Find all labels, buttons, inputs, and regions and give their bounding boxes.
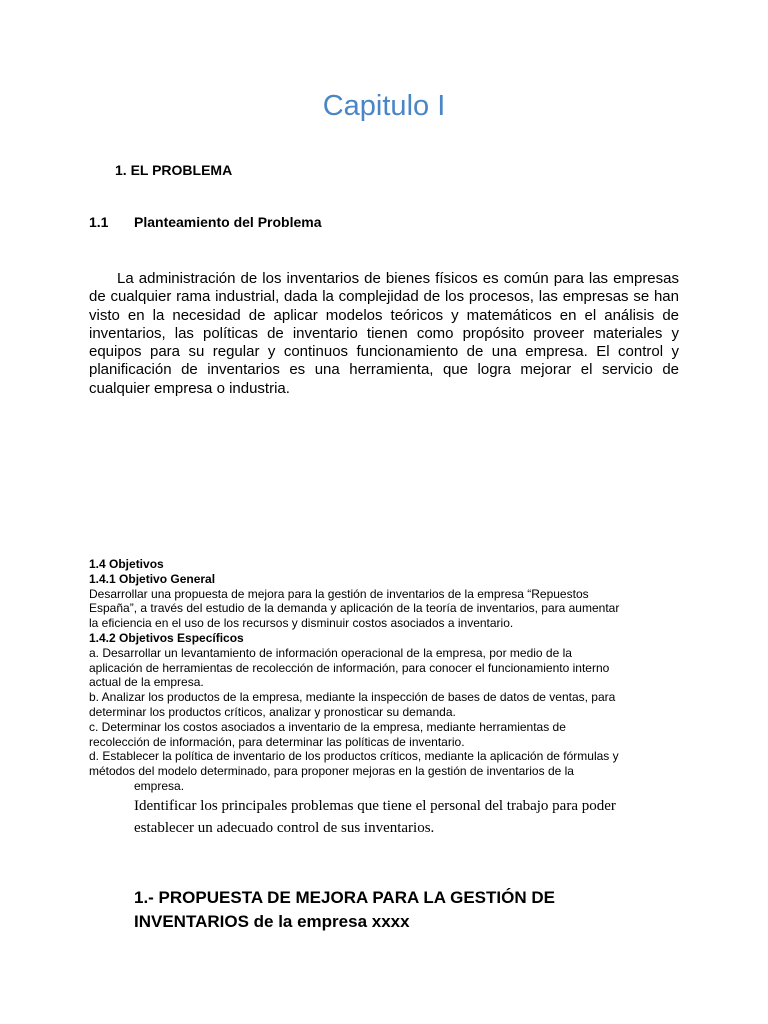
specific-objective-line: determinar los productos críticos, analizar y pronosticar su demanda.	[89, 704, 456, 719]
objectives-heading: 1.4 Objetivos	[89, 557, 164, 571]
proposal-heading: 1.- PROPUESTA DE MEJORA PARA LA GESTIÓN DE INVENTARIOS de la empresa xxxx	[134, 888, 555, 931]
subsection-title: Planteamiento del Problema	[134, 214, 322, 230]
general-objective-line: Desarrollar una propuesta de mejora para la gestión de inventarios de la empresa “Repuestos	[89, 586, 589, 601]
specific-objective-line: d. Establecer la política de inventario de los productos críticos, mediante la aplicación de fórmulas y	[89, 749, 619, 764]
specific-objectives-heading: 1.4.2 Objetivos Específicos	[89, 630, 244, 645]
specific-objective-line: aplicación de herramientas de recolección de información, para conocer el funcionamiento interno	[89, 660, 610, 675]
specific-objective-line: a. Desarrollar un levantamiento de información operacional de la empresa, por medio de la	[89, 645, 572, 660]
specific-objective-last-line: empresa.	[134, 778, 185, 793]
general-objective-line: España”, a través del estudio de la demanda y aplicación de la teoría de inventarios, para aumentar	[89, 601, 620, 616]
subsection-heading	[89, 214, 322, 230]
intro-paragraph	[89, 270, 679, 398]
specific-objective-line: c. Determinar los costos asociados a inventario de la empresa, mediante herramientas de	[89, 719, 566, 734]
general-objective-line: la eficiencia en el uso de los recursos y disminuir costos asociados a inventario.	[89, 616, 514, 631]
section-heading-problem: 1. EL PROBLEMA	[115, 162, 233, 178]
serif-paragraph	[134, 796, 654, 839]
serif-line: Identificar los principales problemas que tiene el personal del trabajo para poder	[134, 798, 616, 814]
specific-objective-line: métodos del modelo determinado, para proponer mejoras en la gestión de inventarios de la	[89, 764, 574, 779]
specific-objective-line: recolección de información, para determinar las políticas de inventario.	[89, 734, 465, 749]
subsection-number: 1.1	[89, 214, 109, 230]
intro-paragraph-text: La administración de los inventarios de bienes físicos es común para las empresas de cualquier rama industrial, dada la complejidad de los procesos, las empresas se han visto en la necesidad de aplicar modelos teóricos y matemáticos en el análisis de inventarios, las políticas de inventario tienen como propósito proveer materiales y equipos para su regular y continuos funcionamiento de una empresa. El control y planificación de inventarios es una herramienta, que logra mejorar el servicio de cualquier empresa o industria.	[89, 270, 679, 397]
chapter-title: Capitulo I	[322, 90, 446, 122]
objectives-block	[89, 557, 659, 794]
serif-line: establecer un adecuado control de sus inventarios.	[134, 819, 435, 836]
specific-objective-line: b. Analizar los productos de la empresa, mediante la inspección de bases de datos de ventas, para	[89, 690, 616, 705]
general-objective-heading: 1.4.1 Objetivo General	[89, 571, 216, 586]
specific-objective-line: actual de la empresa.	[89, 675, 204, 690]
